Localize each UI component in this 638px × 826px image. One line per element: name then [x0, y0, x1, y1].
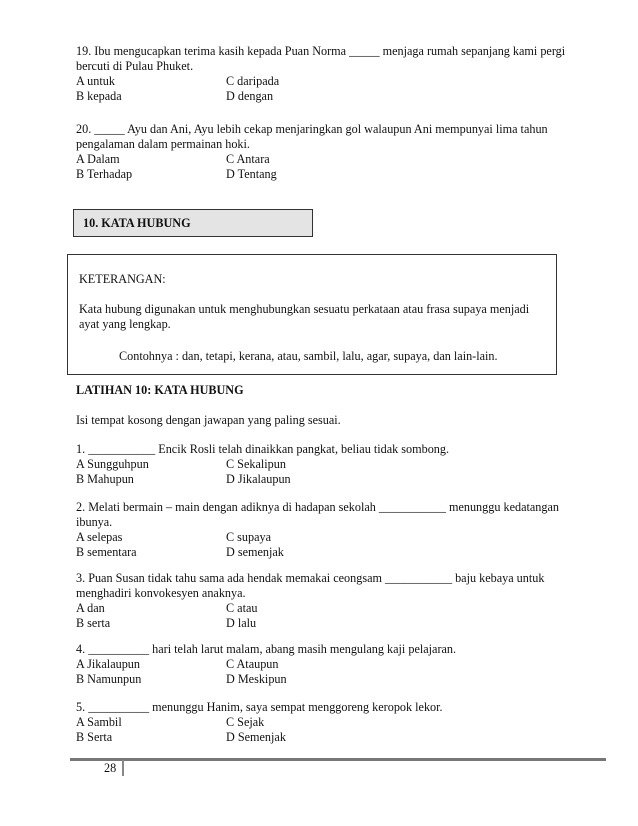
option-a: A selepas [76, 530, 123, 544]
option-b: B sementara [76, 545, 137, 559]
option-d: D Jikalaupun [226, 472, 291, 486]
option-c: C atau [226, 601, 258, 615]
options-row-1 [76, 715, 586, 730]
option-c: C Antara [226, 152, 270, 166]
question-20 [76, 122, 586, 182]
option-c: C Ataupun [226, 657, 279, 671]
options-row-1 [76, 530, 586, 545]
option-c: C Sekalipun [226, 457, 286, 471]
option-d: D Meskipun [226, 672, 287, 686]
section-title: 10. KATA HUBUNG [83, 216, 191, 230]
note-example: Contohnya : dan, tetapi, kerana, atau, sambil, lalu, agar, supaya, dan lain-lain. [119, 349, 498, 363]
options-row-2 [76, 89, 586, 104]
options-row-2 [76, 672, 586, 687]
options-row-2 [76, 472, 586, 487]
options-row-2 [76, 545, 586, 560]
exercise-question-4 [76, 642, 586, 687]
options-row-1 [76, 457, 586, 472]
option-b: B Namunpun [76, 672, 142, 686]
options-row-2 [76, 167, 586, 182]
exercise-question-3 [76, 571, 586, 631]
option-b: B kepada [76, 89, 122, 103]
footer-rule [70, 758, 606, 761]
option-d: D Tentang [226, 167, 277, 181]
option-c: C daripada [226, 74, 280, 88]
option-d: D Semenjak [226, 730, 286, 744]
page-number: 28 [104, 761, 117, 775]
options-row-1 [76, 657, 586, 672]
question-text: 20. _____ Ayu dan Ani, Ayu lebih cekap menjaringkan gol walaupun Ani mempunyai lima tahun pengalaman dalam permainan hoki. [76, 122, 548, 151]
option-b: B serta [76, 616, 111, 630]
option-a: A untuk [76, 74, 115, 88]
option-c: C supaya [226, 530, 272, 544]
option-d: D dengan [226, 89, 274, 103]
exercise-question-5 [76, 700, 586, 745]
exercise-title: LATIHAN 10: KATA HUBUNG [76, 383, 244, 397]
options-row-2 [76, 730, 586, 745]
option-c: C Sejak [226, 715, 265, 729]
instruction: Isi tempat kosong dengan jawapan yang paling sesuai. [76, 413, 341, 427]
options-row-1 [76, 152, 586, 167]
option-b: B Mahupun [76, 472, 134, 486]
option-d: D lalu [226, 616, 257, 630]
option-a: A Sambil [76, 715, 122, 729]
option-b: B Terhadap [76, 167, 133, 181]
option-a: A Sungguhpun [76, 457, 149, 471]
note-heading: KETERANGAN: [79, 272, 166, 286]
options-row-2 [76, 616, 586, 631]
options-row-1 [76, 74, 586, 89]
question-text: 5. __________ menunggu Hanim, saya sempat menggoreng keropok lekor. [76, 700, 443, 714]
footer-divider [122, 760, 124, 776]
question-text: 3. Puan Susan tidak tahu sama ada hendak memakai ceongsam ___________ baju kebaya untuk menghadiri konvokesyen anaknya. [76, 571, 545, 600]
option-a: A dan [76, 601, 105, 615]
question-text: 1. ___________ Encik Rosli telah dinaikkan pangkat, beliau tidak sombong. [76, 442, 450, 456]
section-title-box [73, 209, 313, 237]
option-a: A Dalam [76, 152, 120, 166]
option-d: D semenjak [226, 545, 284, 559]
question-text: 4. __________ hari telah larut malam, abang masih mengulang kaji pelajaran. [76, 642, 457, 656]
exercise-question-2 [76, 500, 586, 560]
options-row-1 [76, 601, 586, 616]
option-b: B Serta [76, 730, 113, 744]
exercise-question-1 [76, 442, 586, 487]
option-a: A Jikalaupun [76, 657, 140, 671]
question-text: 2. Melati bermain – main dengan adiknya di hadapan sekolah ___________ menunggu kedatangan ibunya. [76, 500, 559, 529]
note-box [67, 254, 557, 375]
question-19 [76, 44, 586, 104]
question-text: 19. Ibu mengucapkan terima kasih kepada Puan Norma _____ menjaga rumah sepanjang kami pergi bercuti di Pulau Phuket. [76, 44, 566, 73]
note-body: Kata hubung digunakan untuk menghubungkan sesuatu perkataan atau frasa supaya menjadi ayat yang lengkap. [79, 302, 530, 331]
